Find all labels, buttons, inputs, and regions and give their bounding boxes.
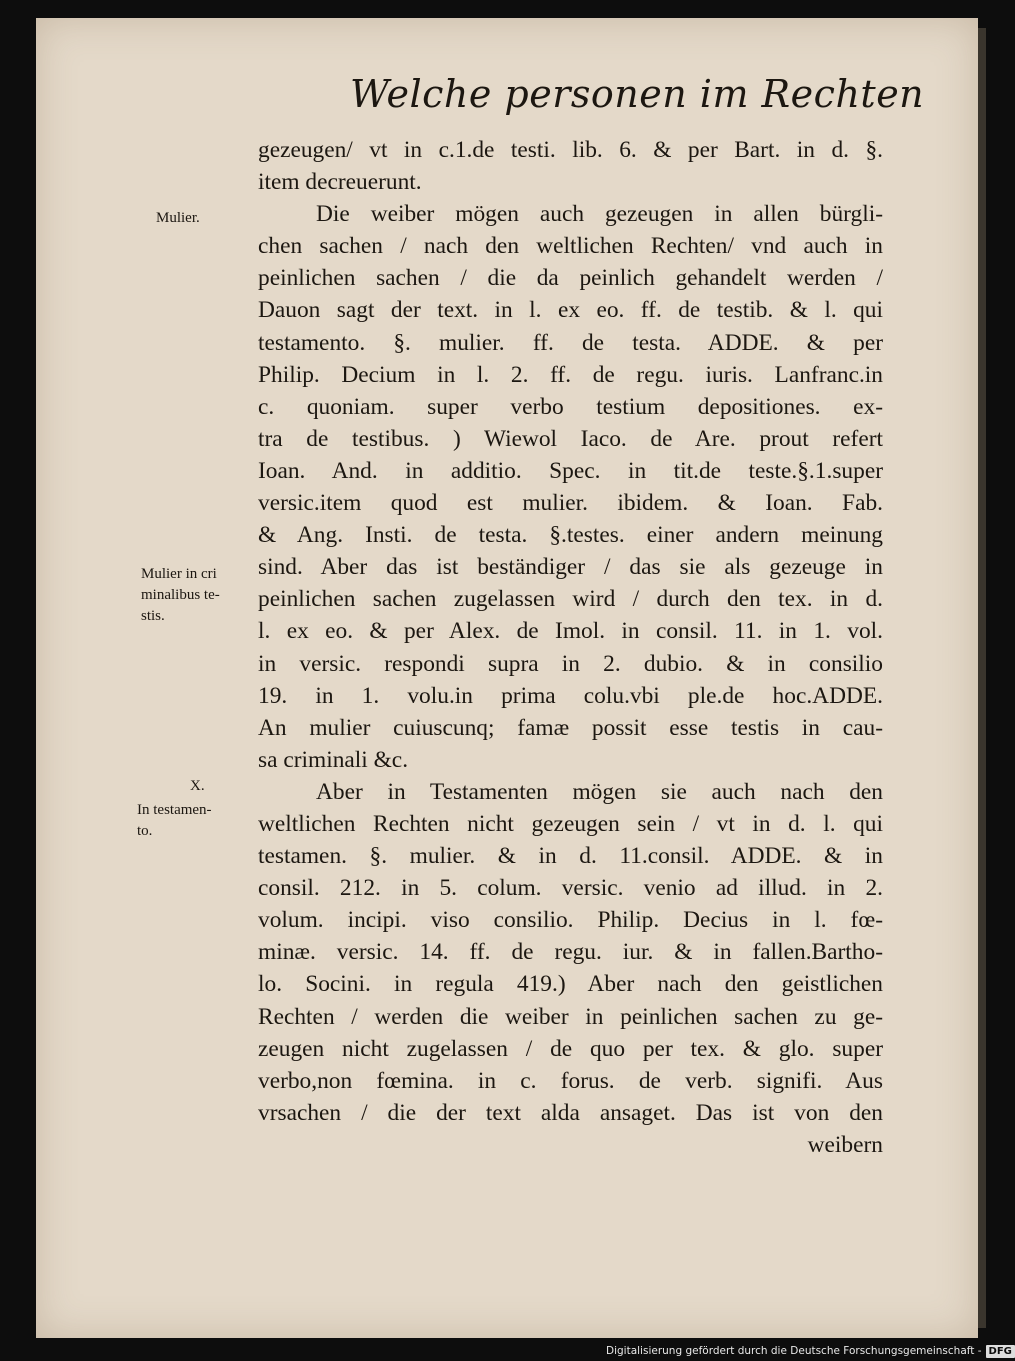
text-line: weltlichen Rechten nicht gezeugen sein / vt in d. l. qui: [258, 810, 883, 837]
text-line: zeugen nicht zugelassen / de quo per tex. & glo. super: [258, 1035, 883, 1062]
margin-note-mulier: Mulier.: [156, 210, 200, 226]
text-line: testamento. §. mulier. ff. de testa. ADDE. & per: [258, 329, 883, 356]
credit-text: Digitalisierung gefördert durch die Deutsche Forschungsgemeinschaft -: [606, 1345, 982, 1357]
text-line: c. quoniam. super verbo testium depositiones. ex-: [258, 393, 883, 420]
margin-line: Mulier in cri: [141, 566, 217, 582]
text-line: Rechten / werden die weiber in peinlichen sachen zu ge-: [258, 1003, 883, 1030]
text-line: Die weiber mögen auch gezeugen in allen bürgli-: [316, 201, 883, 228]
text-line: volum. incipi. viso consilio. Philip. Decius in l. fœ-: [258, 907, 883, 934]
text-line: An mulier cuiuscunq; famæ possit esse testis in cau-: [258, 714, 883, 741]
text-line: Ioan. And. in additio. Spec. in tit.de teste.§.1.super: [258, 457, 883, 484]
dfg-logo: DFG: [986, 1345, 1015, 1358]
margin-note-criminalibus: [141, 564, 220, 627]
text-line: testamen. §. mulier. & in d. 11.consil. ADDE. & in: [258, 843, 883, 870]
text-line: gezeugen/ vt in c.1.de testi. lib. 6. & per Bart. in d. §.: [258, 137, 883, 163]
margin-line: stis.: [141, 608, 165, 624]
text-line: l. ex eo. & per Alex. de Imol. in consil. 11. in 1. vol.: [258, 618, 883, 645]
text-line: minæ. versic. 14. ff. de regu. iur. & in fallen.Bartho-: [258, 939, 883, 966]
margin-line: to.: [137, 823, 153, 839]
margin-line: In testamen-: [137, 802, 212, 818]
text-line: verbo,non fœmina. in c. forus. de verb. signifi. Aus: [258, 1067, 883, 1094]
text-line: chen sachen / nach den weltlichen Rechten/ vnd auch in: [258, 233, 883, 260]
text-line: lo. Socini. in regula 419.) Aber nach den geistlichen: [258, 971, 883, 998]
text-line: & Ang. Insti. de testa. §.testes. einer andern meinung: [258, 522, 883, 549]
catchword: weibern: [807, 1131, 883, 1158]
text-line: Philip. Decium in l. 2. ff. de regu. iuris. Lanfranc.in: [258, 361, 883, 388]
text-line: peinlichen sachen / die da peinlich gehandelt werden /: [258, 265, 883, 292]
text-line: sa criminali &c.: [258, 746, 409, 773]
text-line: in versic. respondi supra in 2. dubio. & in consilio: [258, 650, 883, 677]
text-line: item decreuerunt.: [258, 169, 422, 196]
body-text: [258, 134, 883, 1161]
text-line: peinlichen sachen zugelassen wird / durch den tex. in d.: [258, 586, 883, 613]
running-title: Welche personen im Rechten: [350, 72, 925, 116]
text-line: tra de testibus. ) Wiewol Iaco. de Are. prout refert: [258, 425, 883, 452]
margin-note-testamento: [137, 800, 212, 842]
page-edge: [978, 28, 986, 1328]
text-line: Dauon sagt der text. in l. ex eo. ff. de testib. & l. qui: [258, 297, 883, 324]
text-line: consil. 212. in 5. colum. versic. venio ad illud. in 2.: [258, 875, 883, 902]
text-line: 19. in 1. volu.in prima colu.vbi ple.de hoc.ADDE.: [258, 682, 883, 709]
margin-section-number: X.: [190, 778, 205, 794]
digitization-credit: [606, 1343, 1015, 1359]
margin-line: minalibus te-: [141, 587, 220, 603]
text-line: Aber in Testamenten mögen sie auch nach den: [316, 778, 883, 805]
text-line: versic.item quod est mulier. ibidem. & Ioan. Fab.: [258, 490, 883, 517]
text-line: vrsachen / die der text alda ansaget. Das ist von den: [258, 1099, 883, 1126]
text-line: sind. Aber das ist beständiger / das sie als gezeuge in: [258, 554, 883, 581]
